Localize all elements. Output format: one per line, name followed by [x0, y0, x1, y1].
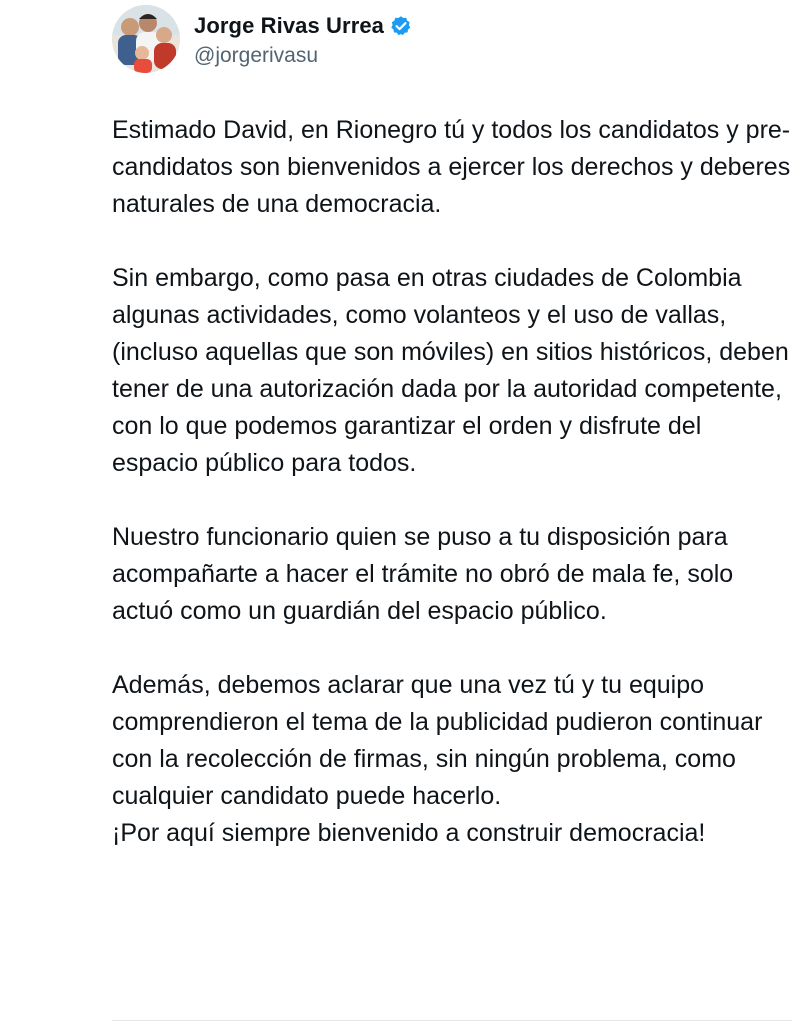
tweet-header — [112, 4, 412, 74]
tweet-paragraph-2: Sin embargo, como pasa en otras ciudades de Colombia algunas actividades, como volanteos y el uso de vallas, (incluso aquellas que son móviles) en sitios históricos, deben tener de una autorización dada por la autoridad competente, con lo que podemos garantizar el orden y disfrute del espacio público para todos. — [112, 264, 789, 477]
name-row — [194, 10, 412, 42]
tweet-text — [112, 112, 792, 852]
tweet-paragraph-3: Nuestro funcionario quien se puso a tu disposición para acompañarte a hacer el trámite no obró de mala fe, solo actuó como un guardián del espacio público. — [112, 523, 734, 625]
author-display-name[interactable]: Jorge Rivas Urrea — [194, 13, 385, 38]
avatar-photo-icon — [112, 5, 180, 73]
tweet-paragraph-4: Además, debemos aclarar que una vez tú y tu equipo comprendieron el tema de la publicidad pudieron continuar con la recolección de firmas, sin ningún problema, como cualquier candidato puede hacerlo. — [112, 671, 763, 810]
tweet-paragraph-5: ¡Por aquí siempre bienvenido a construir democracia! — [112, 819, 706, 847]
avatar[interactable] — [112, 5, 180, 73]
divider — [112, 1020, 792, 1021]
author-identity — [194, 10, 412, 68]
tweet-paragraph-1: Estimado David, en Rionegro tú y todos los candidatos y pre-candidatos son bienvenidos a ejercer los derechos y deberes naturales de una democracia. — [112, 116, 791, 218]
author-handle[interactable]: @jorgerivasu — [194, 44, 319, 67]
verified-badge-icon — [390, 15, 412, 37]
